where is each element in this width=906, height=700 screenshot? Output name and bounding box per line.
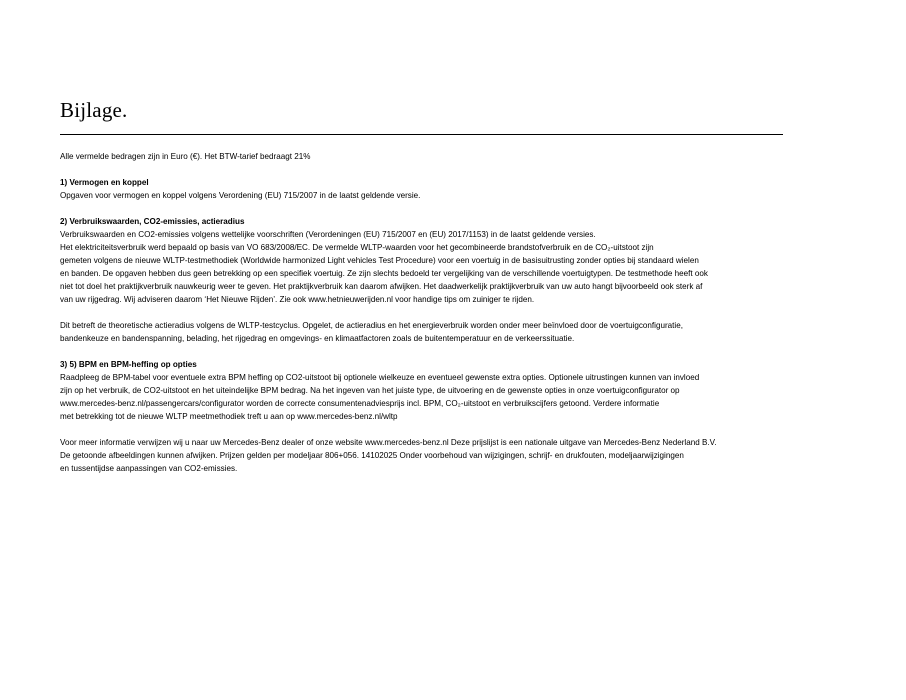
paragraph-line: en banden. De opgaven hebben dus geen betrekking op een specifiek voertuig. Ze zijn slechts bedoeld ter vergelijking van de verschillende voertuigtypen. De testmethode heeft ook [60,269,708,278]
document-body [60,150,790,475]
paragraph-line: met betrekking tot de nieuwe WLTP meetmethodiek treft u aan op www.mercedes-benz.nl/wltp [60,412,398,421]
paragraph-line: Opgaven voor vermogen en koppel volgens Verordening (EU) 715/2007 in de laatst geldende versie. [60,191,421,200]
title-divider [60,134,783,135]
paragraph-line: gemeten volgens de nieuwe WLTP-testmethodiek (Worldwide harmonized Light vehicles Test Procedure) voor een voertuig in de basisuitrusting zonder opties bij standaard wielen [60,256,699,265]
paragraph-line: van uw rijgedrag. Wij adviseren daarom ‘Het Nieuwe Rijden’. Zie ook www.hetnieuwerijden.nl voor handige tips om zuiniger te rijden. [60,295,535,304]
spacer [60,306,790,319]
paragraph-line: niet tot doel het praktijkverbruik nauwkeurig weer te geven. Het praktijkverbruik kan daarom afwijken. Het daadwerkelijk praktijkverbruik van uw auto hangt bijvoorbeeld ook sterk af [60,282,703,291]
paragraph-line: www.mercedes-benz.nl/passengercars/configurator worden de correcte consumentenadviesprijs incl. BPM, CO₂-uitstoot en verbruikscijfers getoond. Verdere informatie [60,399,660,408]
paragraph-line: Dit betreft de theoretische actieradius volgens de WLTP-testcyclus. Opgelet, de actieradius en het energieverbruik worden onder meer beïnvloed door de voertuigconfiguratie, [60,321,683,330]
spacer [60,345,790,358]
section-heading-verbruik: 2) Verbruikswaarden, CO2-emissies, actieradius [60,217,245,226]
paragraph-line: Verbruikswaarden en CO2-emissies volgens wettelijke voorschriften (Verordeningen (EU) 715/2007 en (EU) 2017/1153) in de laatst geldende versies. [60,230,596,239]
section-heading-vermogen: 1) Vermogen en koppel [60,178,149,187]
paragraph-line: Het elektriciteitsverbruik werd bepaald op basis van VO 683/2008/EC. De vermelde WLTP-waarden voor het gecombineerde brandstofverbruik en de CO₂-uitstoot zijn [60,243,654,252]
intro-text: Alle vermelde bedragen zijn in Euro (€). Het BTW-tarief bedraagt 21% [60,152,311,161]
footer-line: en tussentijdse aanpassingen van CO2-emissies. [60,464,238,473]
footer-line: De getoonde afbeeldingen kunnen afwijken. Prijzen gelden per modeljaar 806+056. 14102025 Onder voorbehoud van wijzigingen, schrijf- en drukfouten, modeljaarwijzigingen [60,451,684,460]
spacer [60,423,790,436]
footer-line: Voor meer informatie verwijzen wij u naar uw Mercedes-Benz dealer of onze website www.mercedes-benz.nl Deze prijslijst is een nationale uitgave van Mercedes-Benz Nederland B.V. [60,438,717,447]
paragraph-line: zijn op het verbruik, de CO2-uitstoot en het uiteindelijke BPM bedrag. Na het ingeven van het juiste type, de uitvoering en de gewenste opties in onze voertuigconfigurator op [60,386,680,395]
page-title: Bijlage. [60,98,128,122]
spacer [60,163,790,176]
paragraph-line: bandenkeuze en bandenspanning, belading, het rijgedrag en omgevings- en klimaatfactoren zoals de buitentemperatuur en de verkeerssituatie. [60,334,575,343]
spacer [60,202,790,215]
paragraph-line: Raadpleeg de BPM-tabel voor eventuele extra BPM heffing op CO2-uitstoot bij optionele wielkeuze en eventueel gewenste extra opties. Optionele uitrustingen kunnen van invloed [60,373,700,382]
section-heading-bpm: 3) 5) BPM en BPM-heffing op opties [60,360,197,369]
